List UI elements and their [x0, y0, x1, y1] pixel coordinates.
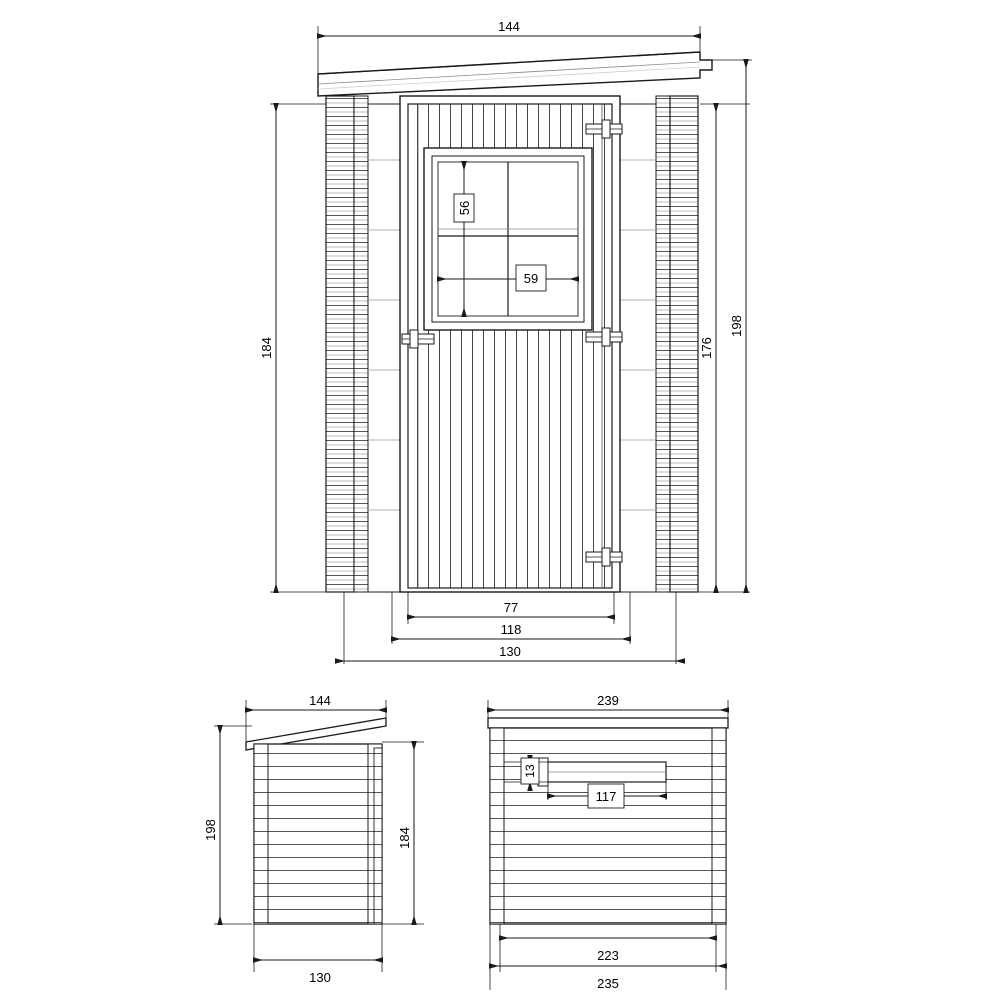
- dim-label-239: 239: [597, 693, 619, 708]
- dim-side-height-184: [397, 742, 414, 924]
- dim-label-13: 13: [523, 764, 537, 778]
- dim-label-184-front: 184: [259, 337, 274, 359]
- dim-wall-height-176: [699, 104, 716, 592]
- dim-label-176: 176: [699, 337, 714, 359]
- dim-door-frame-118: [392, 622, 630, 639]
- dim-rear-wall-223: [500, 938, 716, 963]
- dim-label-59: 59: [523, 271, 539, 286]
- roof-panel: [318, 52, 712, 96]
- dim-label-144-side: 144: [309, 693, 331, 708]
- dim-label-184-side: 184: [397, 827, 412, 849]
- dim-label-117: 117: [595, 789, 617, 804]
- rear-wall-body: [490, 728, 726, 924]
- rear-beam: [538, 758, 666, 786]
- rear-roof: [488, 718, 728, 728]
- dim-label-198-side: 198: [203, 819, 218, 841]
- dim-side-roof-144: [246, 693, 386, 710]
- dim-side-base-130: [254, 960, 382, 985]
- dim-label-144-front: 144: [498, 19, 520, 34]
- dim-label-77: 77: [503, 600, 519, 615]
- dim-label-235: 235: [597, 976, 619, 991]
- rear-elevation-view: [488, 693, 728, 991]
- dim-label-56: 56: [457, 200, 472, 216]
- dim-roof-width-top: [318, 19, 700, 36]
- dim-overall-height-198: [729, 60, 746, 592]
- dim-side-height-198: [203, 726, 220, 924]
- dim-label-223: 223: [597, 948, 619, 963]
- side-elevation-view: [203, 693, 424, 985]
- dim-label-118: 118: [500, 622, 522, 637]
- right-wall: [620, 96, 698, 592]
- dim-label-130-side: 130: [309, 970, 331, 985]
- left-wall: [326, 96, 400, 592]
- dim-rear-roof-239: [488, 693, 728, 710]
- front-elevation-view: [259, 19, 752, 664]
- dim-rear-overall-235: [490, 966, 726, 991]
- dim-front-width-130: [336, 644, 684, 661]
- dim-door-opening-77: [408, 600, 614, 617]
- side-wall-body: [254, 744, 382, 924]
- dim-label-198-front: 198: [729, 315, 744, 337]
- dim-wall-height-184: [259, 104, 276, 592]
- dim-label-130-front: 130: [499, 644, 521, 659]
- door-window: [424, 148, 592, 330]
